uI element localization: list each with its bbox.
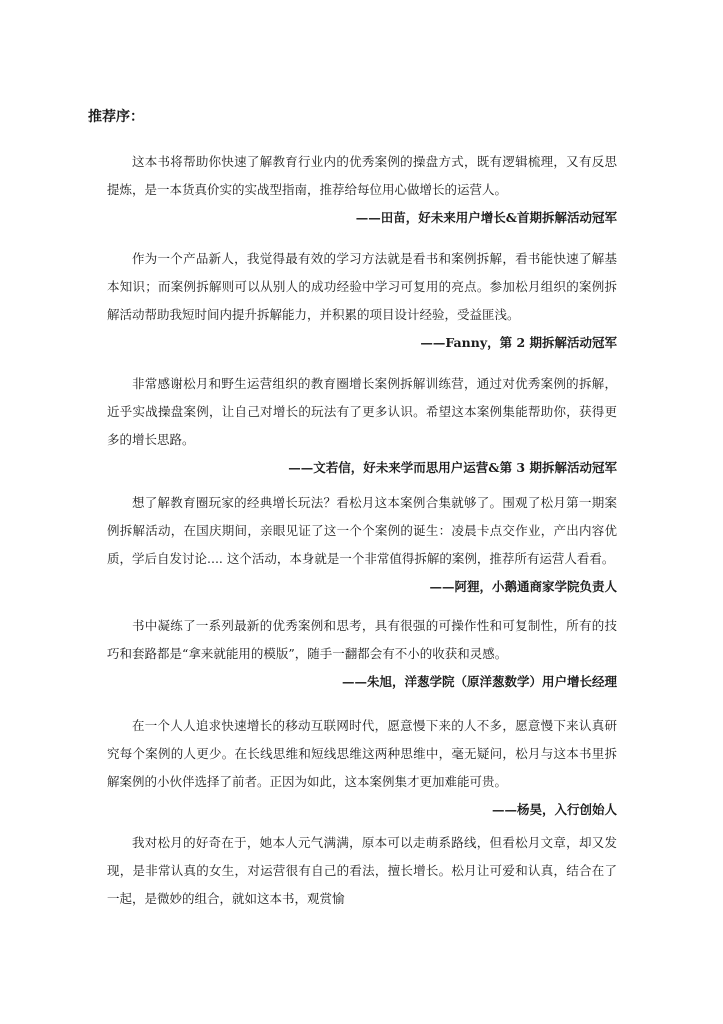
recommendation-author: ——阿狸，小鹅通商家学院负责人	[429, 579, 617, 594]
recommendation-6	[107, 712, 617, 824]
recommendation-text: 在一个人人追求快速增长的移动互联网时代，愿意慢下来的人不多，愿意慢下来认真研究每个案例的人更少。在长线思维和短线思维这两种思维中，毫无疑问，松月与这本书里拆解案例的小伙伴选择了前者。正因为如此，这本案例集才更加难能可贵。	[107, 718, 617, 789]
recommendation-1	[107, 148, 617, 232]
recommendation-5	[107, 612, 617, 696]
recommendation-2	[107, 245, 617, 357]
recommendation-text: 这本书将帮助你快速了解教育行业内的优秀案例的操盘方式，既有逻辑梳理，又有反思提炼，是一本货真价实的实战型指南，推荐给每位用心做增长的运营人。	[107, 154, 617, 197]
recommendation-text: 书中凝练了一系列最新的优秀案例和思考，具有很强的可操作性和可复制性，所有的技巧和套路都是“拿来就能用的模版”，随手一翻都会有不小的收获和灵感。	[107, 618, 617, 661]
recommendation-author: ——Fanny，第 2 期拆解活动冠军	[420, 335, 617, 350]
recommendation-3	[107, 370, 617, 482]
recommendation-text: 想了解教育圈玩家的经典增长玩法？看松月这本案例合集就够了。围观了松月第一期案例拆解活动，在国庆期间，亲眼见证了这一个个案例的诞生：凌晨卡点交作业，产出内容优质，学后自发讨论.... 这个活动，本身就是一个非常值得拆解的案例，推荐所有运营人看看。	[107, 495, 617, 566]
recommendation-7	[107, 829, 617, 913]
recommendation-4	[107, 489, 617, 601]
recommendation-text: 我对松月的好奇在于，她本人元气满满，原本可以走萌系路线，但看松月文章，却又发现，是非常认真的女生，对运营很有自己的看法，擅长增长。松月让可爱和认真，结合在了一起，是微妙的组合，就如这本书，观赏愉	[107, 835, 617, 906]
recommendation-text: 非常感谢松月和野生运营组织的教育圈增长案例拆解训练营，通过对优秀案例的拆解，近乎实战操盘案例，让自己对增长的玩法有了更多认识。希望这本案例集能帮助你，获得更多的增长思路。	[107, 376, 617, 447]
recommendation-author: ——文若信，好未来学而思用户运营&第 3 期拆解活动冠军	[288, 460, 617, 475]
recommendation-author: ——田苗，好未来用户增长&首期拆解活动冠军	[355, 210, 617, 225]
recommendation-text: 作为一个产品新人，我觉得最有效的学习方法就是看书和案例拆解，看书能快速了解基本知识；而案例拆解则可以从别人的成功经验中学习可复用的亮点。参加松月组织的案例拆解活动帮助我短时间内提升拆解能力，并积累的项目设计经验，受益匪浅。	[107, 251, 617, 322]
recommendation-author: ——杨昊，入行创始人	[491, 802, 617, 817]
page-heading: 推荐序：	[88, 109, 144, 125]
recommendation-author: ——朱旭，洋葱学院（原洋葱数学）用户增长经理	[341, 674, 617, 689]
